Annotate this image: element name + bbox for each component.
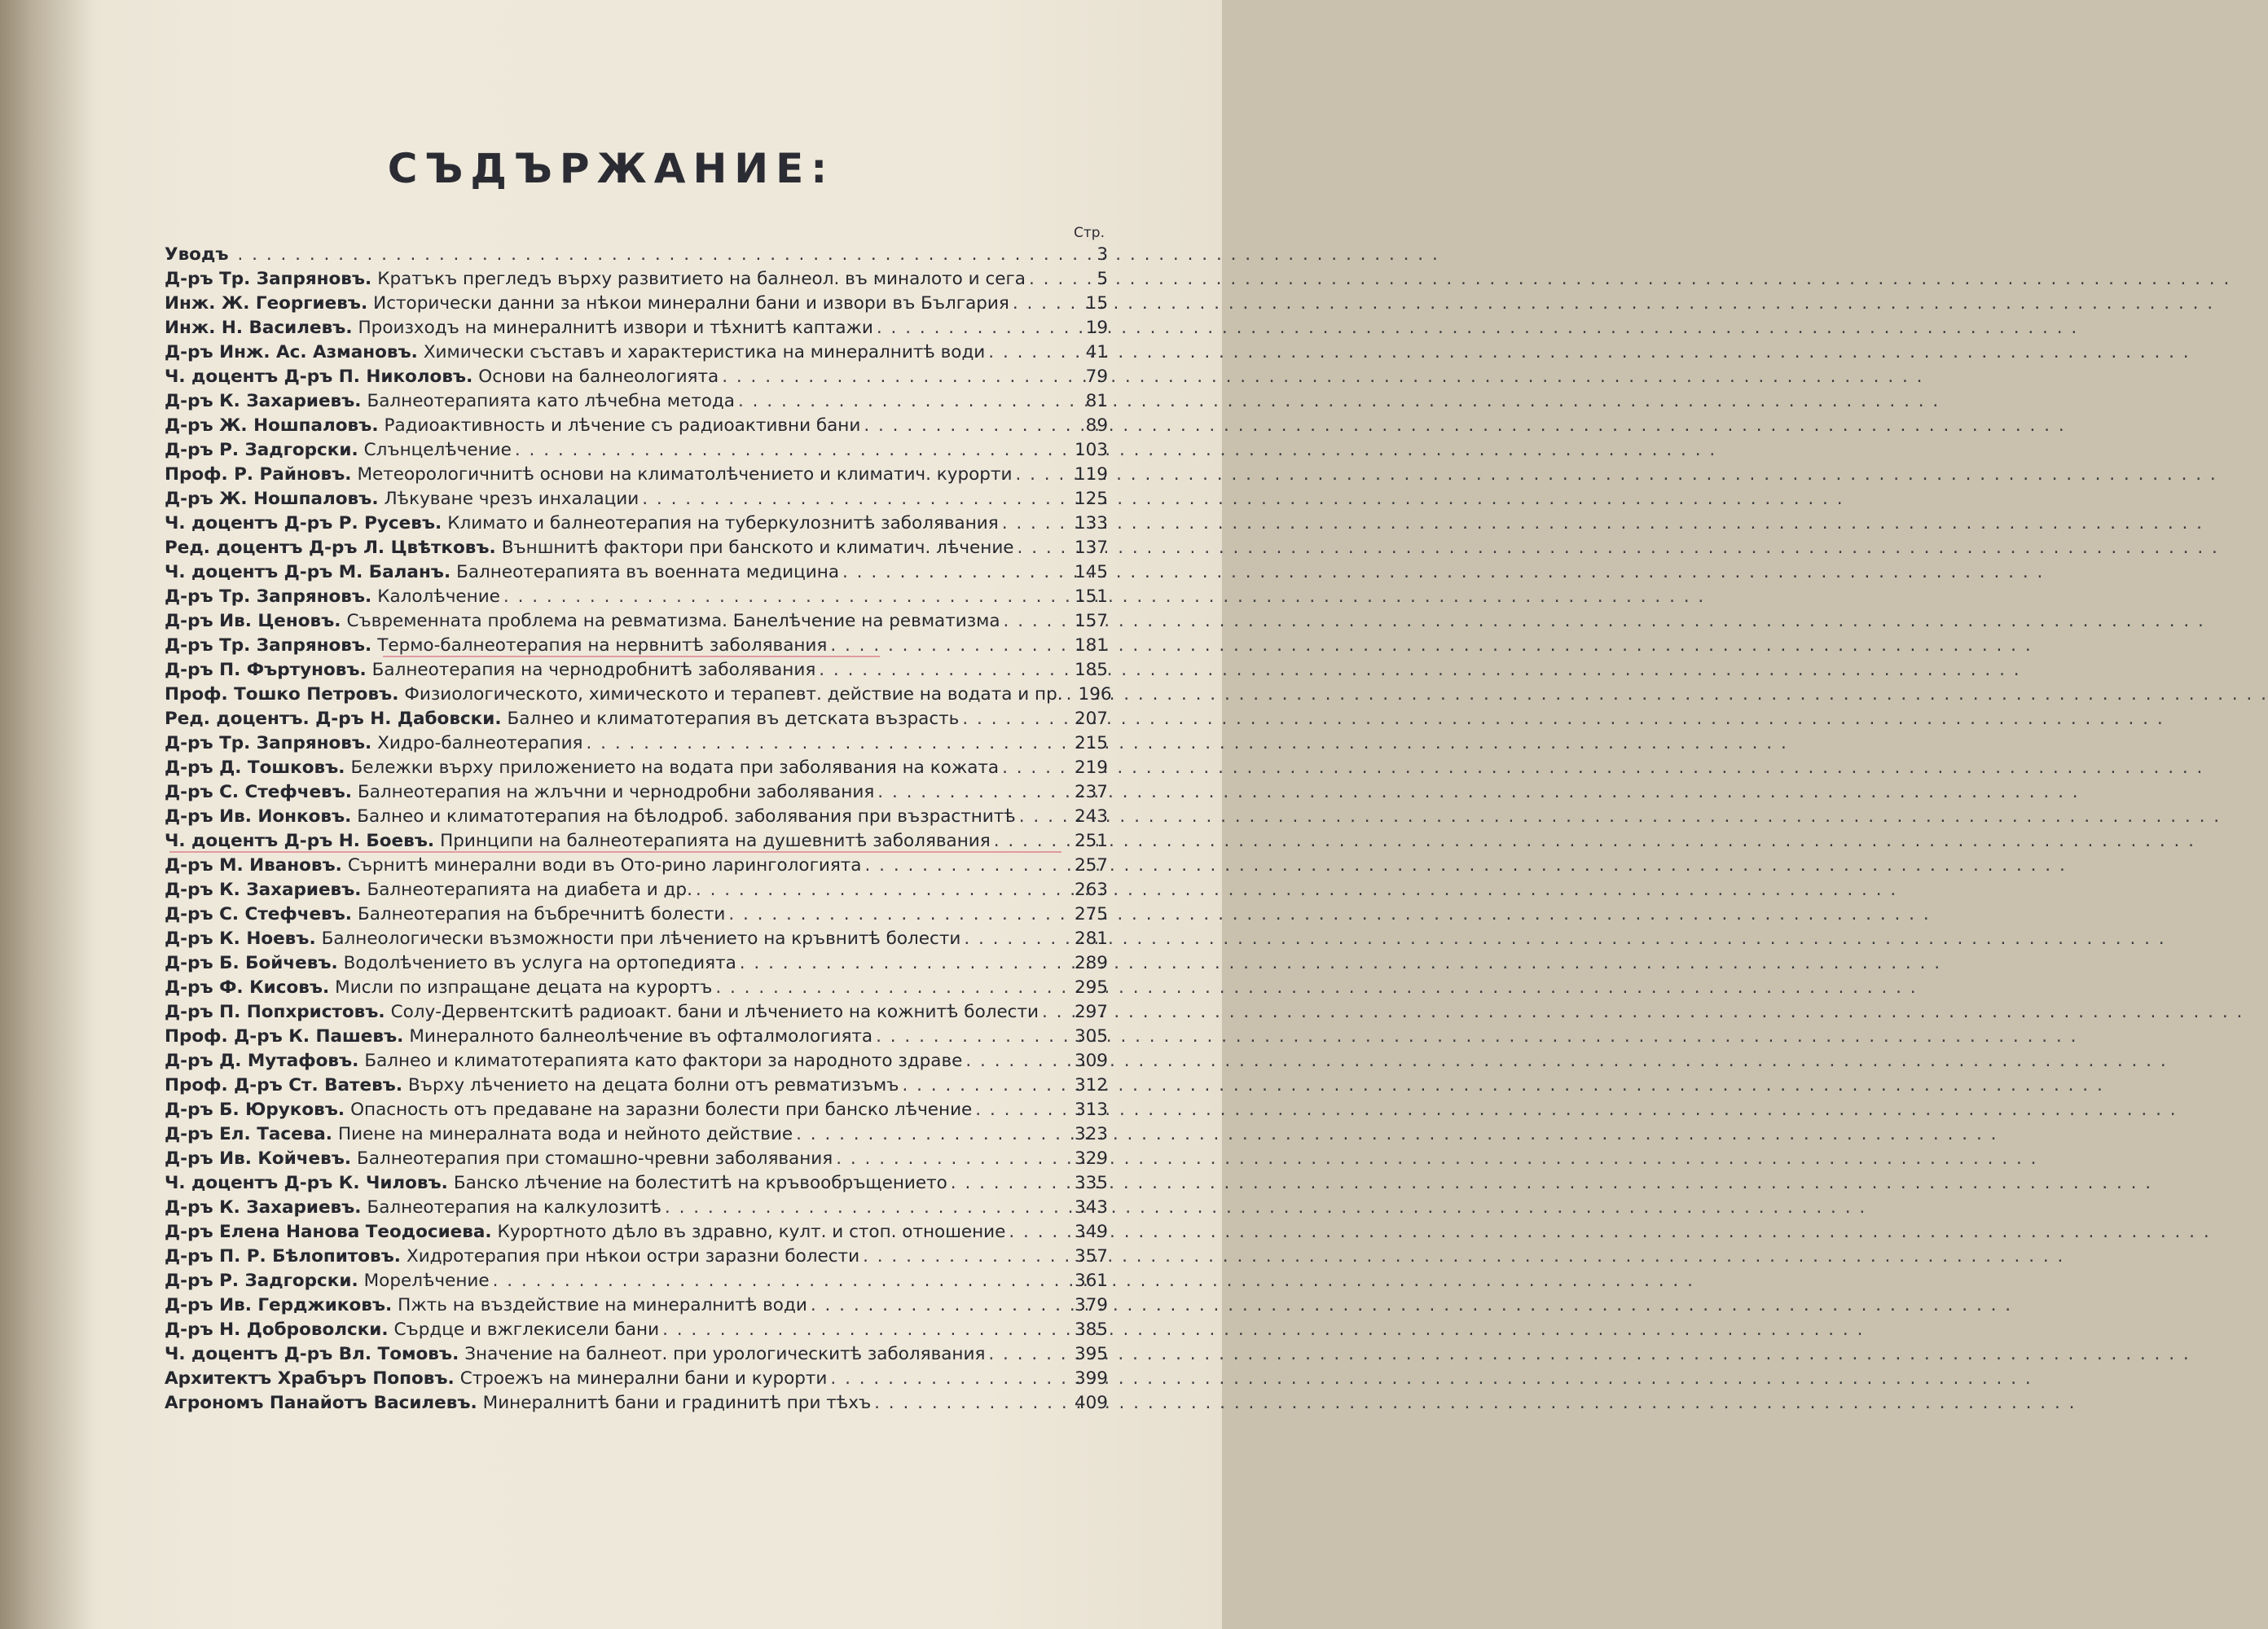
toc-title: Пиене на минералната вода и нейното действие — [337, 1124, 793, 1144]
toc-author: Д-ръ П. Фъртуновъ. — [165, 660, 367, 680]
toc-title: Мисли по изпращане децата на курортъ — [335, 977, 713, 998]
dot-leader — [877, 782, 1069, 802]
table-of-contents — [165, 244, 1112, 1417]
dot-leader — [493, 1271, 1069, 1291]
toc-page-number: 3 — [1097, 244, 1108, 265]
toc-title: Морелѣчение — [363, 1271, 490, 1291]
toc-title: Курортното дѣло въ здравно, култ. и стоп. отношение — [497, 1222, 1006, 1242]
toc-title: Балнеологически възможности при лѣчението на кръвнитѣ болести — [321, 929, 961, 949]
toc-title: Солу-Дервентскитѣ радиоакт. бани и лѣчението на кожнитѣ болести — [390, 1002, 1040, 1022]
toc-author: Д-ръ Б. Бойчевъ. — [165, 953, 338, 973]
toc-entry — [165, 1271, 1108, 1295]
toc-title: Балнео и климатотерапия въ детската възрасть — [507, 709, 960, 729]
dot-leader — [842, 562, 1069, 582]
toc-title: Балнеотерапията на диабета и др. — [367, 880, 692, 900]
dot-leader — [665, 1197, 1069, 1218]
toc-page-number: 409 — [1074, 1393, 1108, 1413]
toc-title: Балнеотерапия на чернодробнитѣ заболявания — [371, 660, 816, 680]
toc-entry — [165, 538, 1108, 562]
toc-entry — [165, 1100, 1108, 1124]
book-gutter-shadow — [0, 0, 98, 1629]
toc-page-number: 243 — [1074, 806, 1108, 827]
toc-title: Балнеотерапия на жлъчни и чернодробни заболявания — [357, 782, 875, 802]
toc-title: Значение на балнеот. при урологическитѣ заболявания — [464, 1344, 986, 1364]
toc-author: Д-ръ Ж. Ношпаловъ. — [165, 489, 379, 509]
toc-entry — [165, 929, 1108, 953]
toc-title: Основи на балнеологията — [478, 367, 719, 387]
toc-page-number: 305 — [1074, 1026, 1108, 1047]
toc-page-number: 395 — [1074, 1344, 1108, 1364]
toc-author: Д-ръ Тр. Запряновъ. — [165, 635, 372, 656]
toc-title: Физиологическото, химическото и терапевт. действие на водата и пр. — [404, 684, 1063, 705]
dot-leader — [965, 1051, 1069, 1071]
toc-title: Сърнитѣ минерални води въ Ото-рино ларингологията — [347, 855, 862, 876]
toc-title: Кратъкъ прегледъ върху развитието на балнеол. въ миналото и сега — [377, 269, 1026, 289]
dot-leader — [994, 831, 1069, 851]
toc-page-number: 323 — [1074, 1124, 1108, 1144]
toc-page-number: 361 — [1074, 1271, 1108, 1291]
dot-leader — [877, 318, 1069, 338]
toc-page-number: 275 — [1074, 904, 1108, 924]
toc-entry — [165, 415, 1108, 440]
toc-title: Външнитѣ фактори при банското и климатич. лѣчение — [501, 538, 1014, 558]
toc-page-number: 357 — [1074, 1246, 1108, 1267]
toc-page-number: 385 — [1074, 1319, 1108, 1340]
dot-leader — [902, 1075, 1069, 1096]
toc-title: Строежъ на минерални бани и курорти — [459, 1368, 828, 1389]
toc-page-number: 145 — [1074, 562, 1108, 582]
toc-page-number: 219 — [1074, 757, 1108, 778]
toc-author: Д-ръ Р. Задгорски. — [165, 440, 358, 460]
toc-title: Радиоактивность и лѣчение съ радиоактивни бани — [384, 415, 861, 436]
toc-author: Д-ръ Ив. Герджиковъ. — [165, 1295, 393, 1315]
dot-leader — [1002, 513, 1069, 533]
toc-title: Химически съставъ и характеристика на минералнитѣ води — [423, 342, 986, 362]
toc-entry — [165, 269, 1108, 293]
dot-leader — [738, 391, 1069, 411]
dot-leader — [1004, 611, 1069, 631]
toc-title: Балнеотерапията въ военната медицина — [456, 562, 839, 582]
dot-leader — [988, 1344, 1069, 1364]
toc-page-number: 119 — [1074, 464, 1108, 485]
dot-leader — [975, 1100, 1069, 1120]
dot-leader — [728, 904, 1069, 924]
toc-page-number: 125 — [1074, 489, 1108, 509]
dot-leader — [740, 953, 1069, 973]
toc-entry — [165, 1246, 1108, 1271]
toc-page-number: 251 — [1074, 831, 1108, 851]
toc-author: Д-ръ С. Стефчевъ. — [165, 782, 352, 802]
toc-author: Ред. доцентъ Д-ръ Л. Цвѣтковъ. — [165, 538, 496, 558]
page-title: СЪДЪРЖАНИЕ: — [387, 145, 835, 192]
dot-leader — [864, 855, 1069, 876]
toc-entry — [165, 513, 1108, 538]
toc-title: Опасность отъ предаване на заразни болести при банско лѣчение — [350, 1100, 973, 1120]
toc-title: Балнеотерапията като лѣчебна метода — [367, 391, 735, 411]
toc-entry — [165, 367, 1108, 391]
toc-page-number: 329 — [1074, 1148, 1108, 1169]
dot-leader — [1009, 1222, 1069, 1242]
page-column-label: Стр. — [1074, 225, 1105, 241]
toc-entry — [165, 953, 1108, 977]
toc-page-number: 41 — [1085, 342, 1108, 362]
toc-title: Минералното балнеолѣчение въ офталмологията — [409, 1026, 873, 1047]
toc-page-number: 297 — [1074, 1002, 1108, 1022]
toc-author: Ч. доцентъ Д-ръ К. Чиловъ. — [165, 1173, 448, 1193]
toc-title: Произходъ на минералнитѣ извори и тѣхнитѣ каптажи — [358, 318, 873, 338]
pencil-underline — [169, 851, 1061, 853]
toc-author: Ред. доцентъ. Д-ръ Н. Дабовски. — [165, 709, 502, 729]
toc-author: Проф. Д-ръ К. Пашевъ. — [165, 1026, 404, 1047]
toc-page-number: 312 — [1074, 1075, 1108, 1096]
dot-leader — [796, 1124, 1069, 1144]
dot-leader — [1015, 464, 1069, 485]
toc-title: Балнео и климатотерапията като фактори за народното здраве — [364, 1051, 963, 1071]
dot-leader — [819, 660, 1069, 680]
toc-entry — [165, 977, 1108, 1002]
toc-page-number: 15 — [1085, 293, 1108, 314]
dot-leader — [811, 1295, 1069, 1315]
dot-leader — [1002, 757, 1069, 778]
toc-author: Д-ръ Б. Юруковъ. — [165, 1100, 345, 1120]
toc-title: Балнеотерапия на калкулозитѣ — [367, 1197, 662, 1218]
toc-page-number: 5 — [1097, 269, 1108, 289]
toc-title: Слънцелѣчение — [363, 440, 512, 460]
toc-entry — [165, 1344, 1108, 1368]
toc-author: Д-ръ К. Захариевъ. — [165, 1197, 362, 1218]
dot-leader — [964, 929, 1069, 949]
dot-leader — [586, 733, 1069, 753]
dot-leader — [988, 342, 1069, 362]
dot-leader — [863, 1246, 1069, 1267]
dot-leader — [951, 1173, 1069, 1193]
toc-page-number: 295 — [1074, 977, 1108, 998]
dot-leader — [874, 1393, 1069, 1413]
dot-leader — [830, 1368, 1069, 1389]
toc-entry — [165, 660, 1108, 684]
toc-author: Д-ръ П. Попхристовъ. — [165, 1002, 385, 1022]
toc-page-number: 379 — [1074, 1295, 1108, 1315]
toc-entry — [165, 733, 1108, 757]
toc-author: Д-ръ Ив. Койчевъ. — [165, 1148, 352, 1169]
toc-entry — [165, 1295, 1108, 1319]
toc-author: Ч. доцентъ Д-ръ М. Баланъ. — [165, 562, 451, 582]
toc-author: Д-ръ М. Ивановъ. — [165, 855, 342, 876]
toc-author: Д-ръ Ел. Тасева. — [165, 1124, 332, 1144]
toc-page-number: 137 — [1074, 538, 1108, 558]
dot-leader — [696, 880, 1069, 900]
toc-page-number: 181 — [1074, 635, 1108, 656]
toc-page-number: 79 — [1085, 367, 1108, 387]
toc-author: Д-ръ Тр. Запряновъ. — [165, 269, 372, 289]
toc-page-number: 343 — [1074, 1197, 1108, 1218]
toc-page-number: 313 — [1074, 1100, 1108, 1120]
toc-page-number: 335 — [1074, 1173, 1108, 1193]
toc-title: Балнеотерапия на бъбречнитѣ болести — [357, 904, 726, 924]
toc-author: Д-ръ Р. Задгорски. — [165, 1271, 358, 1291]
toc-author: Инж. Ж. Георгиевъ. — [165, 293, 368, 314]
toc-author: Инж. Н. Василевъ. — [165, 318, 353, 338]
toc-title: Балнео и климатотерапия на бѣлодроб. заболявания при възрастнитѣ — [357, 806, 1016, 827]
toc-entry — [165, 244, 1108, 269]
dot-leader — [1019, 806, 1069, 827]
toc-entry — [165, 1124, 1108, 1148]
toc-entry — [165, 904, 1108, 929]
dot-leader — [830, 635, 1069, 656]
toc-page-number: 81 — [1085, 391, 1108, 411]
toc-author: Ч. доцентъ Д-ръ П. Николовъ. — [165, 367, 473, 387]
toc-title: Бележки върху приложението на водата при заболявания на кожата — [350, 757, 1000, 778]
toc-page-number: 89 — [1085, 415, 1108, 436]
toc-author: Д-ръ Елена Нанова Теодосиева. — [165, 1222, 492, 1242]
toc-entry — [165, 1222, 1108, 1246]
toc-page-number: 207 — [1074, 709, 1108, 729]
toc-entry — [165, 1197, 1108, 1222]
toc-author: Д-ръ Ж. Ношпаловъ. — [165, 415, 379, 436]
toc-entry — [165, 1075, 1108, 1100]
toc-entry — [165, 1051, 1108, 1075]
toc-entry — [165, 1002, 1108, 1026]
toc-title: Минералнитѣ бани и градинитѣ при тѣхъ — [482, 1393, 872, 1413]
toc-entry — [165, 1148, 1108, 1173]
toc-entry — [165, 391, 1108, 415]
dot-leader — [1042, 1002, 1069, 1022]
toc-entry — [165, 684, 1112, 709]
toc-author: Д-ръ Д. Мутафовъ. — [165, 1051, 359, 1071]
toc-title: Принципи на балнеотерапията на душевнитѣ заболявания — [440, 831, 991, 851]
toc-page-number: 19 — [1085, 318, 1108, 338]
toc-title: Банско лѣчение на болеститѣ на кръвообръщението — [453, 1173, 947, 1193]
toc-author: Ч. доцентъ Д-ръ Вл. Томовъ. — [165, 1344, 459, 1364]
toc-page-number: 157 — [1074, 611, 1108, 631]
toc-entry — [165, 489, 1108, 513]
toc-title: Сърдце и вжглекисели бани — [393, 1319, 660, 1340]
toc-page-number: 263 — [1074, 880, 1108, 900]
toc-page-number: 103 — [1074, 440, 1108, 460]
toc-page-number: 399 — [1074, 1368, 1108, 1389]
toc-title: Водолѣчението въ услуга на ортопедията — [343, 953, 736, 973]
toc-entry — [165, 782, 1108, 806]
toc-entry — [165, 342, 1108, 367]
dot-leader — [503, 586, 1069, 607]
toc-author: Д-ръ К. Ноевъ. — [165, 929, 316, 949]
toc-page-number: 185 — [1074, 660, 1108, 680]
toc-author: Проф. Д-ръ Ст. Ватевъ. — [165, 1075, 403, 1096]
dot-leader — [515, 440, 1069, 460]
toc-author: Д-ръ Ив. Ценовъ. — [165, 611, 341, 631]
toc-page-number: 257 — [1074, 855, 1108, 876]
toc-page-number: 309 — [1074, 1051, 1108, 1071]
toc-page-number: 215 — [1074, 733, 1108, 753]
toc-entry — [165, 709, 1108, 733]
toc-title: Пжть на въздействие на минералнитѣ води — [398, 1295, 807, 1315]
toc-author: Д-ръ Тр. Запряновъ. — [165, 733, 372, 753]
toc-entry — [165, 562, 1108, 586]
toc-author: Д-ръ К. Захариевъ. — [165, 880, 362, 900]
toc-entry — [165, 1319, 1108, 1344]
toc-entry — [165, 855, 1108, 880]
toc-author: Ч. доцентъ Д-ръ Н. Боевъ. — [165, 831, 435, 851]
toc-author: Д-ръ Ив. Ионковъ. — [165, 806, 352, 827]
toc-entry — [165, 1368, 1108, 1393]
toc-title: Съвременната проблема на ревматизма. Банелѣчение на ревматизма — [346, 611, 1000, 631]
toc-author: Д-ръ С. Стефчевъ. — [165, 904, 352, 924]
dot-leader — [864, 415, 1069, 436]
toc-author: Д-ръ Ф. Кисовъ. — [165, 977, 330, 998]
toc-author: Д-ръ Инж. Ас. Азмановъ. — [165, 342, 418, 362]
toc-entry — [165, 1026, 1108, 1051]
toc-title: Метеорологичнитѣ основи на климатолѣчението и климатич. курорти — [357, 464, 1013, 485]
toc-entry — [165, 1173, 1108, 1197]
toc-title: Климато и балнеотерапия на туберкулознитѣ заболявания — [447, 513, 999, 533]
toc-entry — [165, 806, 1108, 831]
toc-author: Д-ръ Н. Доброволски. — [165, 1319, 389, 1340]
dot-leader — [962, 709, 1069, 729]
toc-title: Калолѣчение — [377, 586, 500, 607]
toc-author: Д-ръ П. Р. Бѣлопитовъ. — [165, 1246, 401, 1267]
toc-title: Хидротерапия при нѣкои остри заразни болести — [406, 1246, 860, 1267]
dot-leader — [876, 1026, 1069, 1047]
toc-author: Уводъ — [165, 244, 229, 265]
toc-author: Агрономъ Панайотъ Василевъ. — [165, 1393, 477, 1413]
toc-entry — [165, 293, 1108, 318]
toc-page-number: 151 — [1074, 586, 1108, 607]
dot-leader — [836, 1148, 1069, 1169]
toc-title: Термо-балнеотерапия на нервнитѣ заболявания — [377, 635, 828, 656]
toc-page-number: 349 — [1074, 1222, 1108, 1242]
toc-entry — [165, 880, 1108, 904]
toc-author: Проф. Р. Райновъ. — [165, 464, 352, 485]
toc-title: Балнеотерапия при стомашно-чревни заболявания — [357, 1148, 833, 1169]
toc-entry — [165, 611, 1108, 635]
dot-leader — [237, 244, 1069, 265]
toc-title: Исторически данни за нѣкои минерални бани и извори въ България — [373, 293, 1009, 314]
dot-leader — [1066, 684, 1073, 705]
dot-leader — [642, 489, 1069, 509]
toc-author: Проф. Тошко Петровъ. — [165, 684, 399, 705]
toc-entry — [165, 318, 1108, 342]
toc-title: Хидро-балнеотерапия — [377, 733, 583, 753]
dot-leader — [1018, 538, 1069, 558]
toc-author: Ч. доцентъ Д-ръ Р. Русевъ. — [165, 513, 442, 533]
toc-title: Лѣкуване чрезъ инхалации — [384, 489, 640, 509]
toc-entry — [165, 464, 1108, 489]
toc-author: Д-ръ Д. Тошковъ. — [165, 757, 345, 778]
toc-entry — [165, 586, 1108, 611]
toc-page-number: 237 — [1074, 782, 1108, 802]
dot-leader — [722, 367, 1069, 387]
toc-author: Д-ръ Тр. Запряновъ. — [165, 586, 372, 607]
toc-entry — [165, 440, 1108, 464]
toc-page-number: 196 — [1078, 684, 1112, 705]
toc-entry — [165, 757, 1108, 782]
toc-author: Архитектъ Храбъръ Поповъ. — [165, 1368, 455, 1389]
toc-page-number: 289 — [1074, 953, 1108, 973]
dot-leader — [715, 977, 1069, 998]
pencil-underline — [383, 656, 880, 657]
toc-page-number: 133 — [1074, 513, 1108, 533]
dot-leader — [662, 1319, 1069, 1340]
toc-title: Върху лѣчението на децата болни отъ ревматизъмъ — [408, 1075, 899, 1096]
toc-author: Д-ръ К. Захариевъ. — [165, 391, 362, 411]
dot-leader — [1013, 293, 1069, 314]
dot-leader — [1029, 269, 1069, 289]
toc-page-number: 281 — [1074, 929, 1108, 949]
toc-entry — [165, 1393, 1108, 1417]
